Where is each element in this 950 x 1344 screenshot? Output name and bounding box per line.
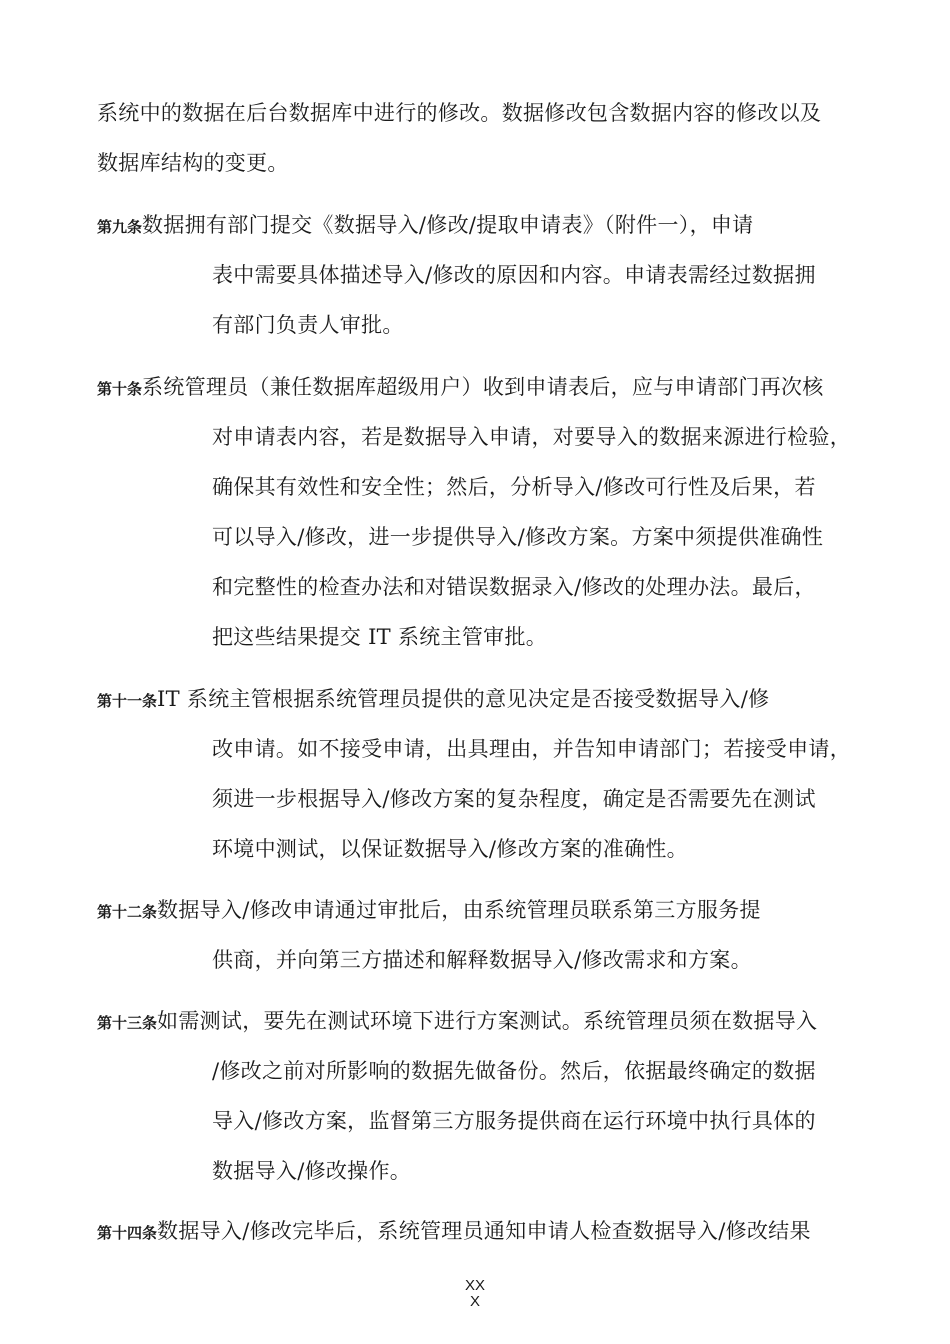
article-line: 改申请。如不接受申请，出具理由，并告知申请部门；若接受申请， (212, 737, 851, 761)
article-line: 和完整性的检查办法和对错误数据录入/修改的处理办法。最后， (212, 575, 816, 599)
article-line: 数据导入/修改操作。 (212, 1159, 412, 1183)
article-9-heading (97, 210, 753, 242)
intro-line: 数据库结构的变更。 (97, 151, 289, 175)
article-line: 环境中测试，以保证数据导入/修改方案的准确性。 (212, 837, 688, 861)
article-line: 表中需要具体描述导入/修改的原因和内容。申请表需经过数据拥 (212, 263, 816, 287)
article-text: 数据导入/修改完毕后，系统管理员通知申请人检查数据导入/修改结果 (157, 1219, 811, 1243)
article-14-heading (97, 1216, 811, 1248)
article-text: 如需测试，要先在测试环境下进行方案测试。系统管理员须在数据导入 (157, 1009, 818, 1033)
page-footer-line: XX (464, 1277, 485, 1294)
article-number: 第十四条 (97, 1224, 158, 1242)
article-number: 第十条 (97, 380, 143, 398)
article-line: 可以导入/修改，进一步提供导入/修改方案。方案中须提供准确性 (212, 525, 824, 549)
article-line: 导入/修改方案，监督第三方服务提供商在运行环境中执行具体的 (212, 1109, 816, 1133)
article-number: 第十二条 (97, 903, 158, 921)
article-11-heading (97, 684, 769, 716)
article-line: 把这些结果提交 IT 系统主管审批。 (212, 625, 548, 649)
article-10-heading (97, 372, 824, 404)
intro-line: 系统中的数据在后台数据库中进行的修改。数据修改包含数据内容的修改以及 (97, 101, 822, 125)
article-12-heading (97, 895, 761, 927)
article-13-heading (97, 1006, 817, 1038)
article-number: 第十三条 (97, 1014, 158, 1032)
article-line: 须进一步根据导入/修改方案的复杂程度，确定是否需要先在测试 (212, 787, 816, 811)
article-line: 对申请表内容，若是数据导入申请，对要导入的数据来源进行检验， (212, 425, 851, 449)
article-text: 数据拥有部门提交《数据导入/修改/提取申请表》（附件一），申请 (142, 213, 754, 237)
article-text: 数据导入/修改申请通过审批后，由系统管理员联系第三方服务提 (157, 898, 761, 922)
article-line: 供商，并向第三方描述和解释数据导入/修改需求和方案。 (212, 948, 752, 972)
page-footer-line: X (469, 1293, 480, 1310)
article-line: /修改之前对所影响的数据先做备份。然后，依据最终确定的数据 (212, 1059, 816, 1083)
article-number: 第十一条 (97, 692, 158, 710)
article-text: IT 系统主管根据系统管理员提供的意见决定是否接受数据导入/修 (157, 687, 770, 711)
article-text: 系统管理员（兼任数据库超级用户）收到申请表后，应与申请部门再次核 (142, 375, 824, 399)
article-number: 第九条 (97, 218, 143, 236)
article-line: 确保其有效性和安全性；然后，分析导入/修改可行性及后果，若 (212, 475, 816, 499)
article-line: 有部门负责人审批。 (212, 313, 404, 337)
